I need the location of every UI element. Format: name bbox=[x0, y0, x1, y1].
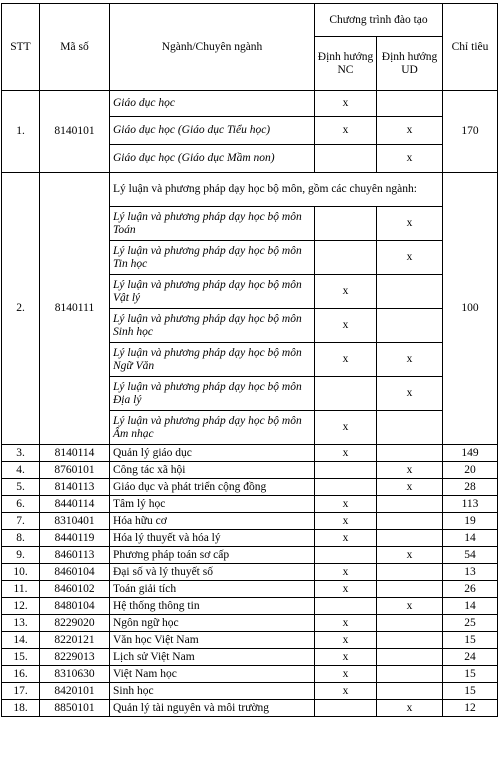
row-code: 8140101 bbox=[40, 91, 110, 173]
row-stt: 9. bbox=[2, 547, 40, 564]
header-major: Ngành/Chuyên ngành bbox=[110, 4, 315, 91]
table-row bbox=[2, 513, 498, 530]
row-nc: x bbox=[315, 615, 377, 632]
row-ud bbox=[377, 632, 443, 649]
row-major: Giáo dục và phát triển cộng đồng bbox=[110, 479, 315, 496]
row-nc bbox=[315, 377, 377, 411]
row-ud bbox=[377, 683, 443, 700]
row-major: Lý luận và phương pháp dạy học bộ môn Tin học bbox=[110, 241, 315, 275]
row-nc bbox=[315, 462, 377, 479]
row-nc bbox=[315, 241, 377, 275]
table-row bbox=[2, 615, 498, 632]
row-major: Đại số và lý thuyết số bbox=[110, 564, 315, 581]
table-row bbox=[2, 547, 498, 564]
row-ud bbox=[377, 530, 443, 547]
row-ud: x bbox=[377, 343, 443, 377]
row-stt: 3. bbox=[2, 445, 40, 462]
row-ud bbox=[377, 411, 443, 445]
row-major: Lý luận và phương pháp dạy học bộ môn Âm nhạc bbox=[110, 411, 315, 445]
row-major: Lịch sử Việt Nam bbox=[110, 649, 315, 666]
row-major: Giáo dục học (Giáo dục Tiểu học) bbox=[110, 117, 315, 145]
row-nc: x bbox=[315, 445, 377, 462]
row-quota: 20 bbox=[443, 462, 498, 479]
row-stt: 13. bbox=[2, 615, 40, 632]
row-ud: x bbox=[377, 207, 443, 241]
row-ud bbox=[377, 445, 443, 462]
header-ud: Định hướng UD bbox=[377, 37, 443, 91]
row-nc: x bbox=[315, 275, 377, 309]
table-row bbox=[2, 700, 498, 717]
row-code: 8229020 bbox=[40, 615, 110, 632]
row-quota: 26 bbox=[443, 581, 498, 598]
row-code: 8440114 bbox=[40, 496, 110, 513]
row-major: Tâm lý học bbox=[110, 496, 315, 513]
row-quota: 14 bbox=[443, 598, 498, 615]
table-row bbox=[2, 598, 498, 615]
table-row bbox=[2, 632, 498, 649]
row-stt: 17. bbox=[2, 683, 40, 700]
row-major: Giáo dục học (Giáo dục Mầm non) bbox=[110, 145, 315, 173]
row-ud bbox=[377, 649, 443, 666]
row-nc bbox=[315, 207, 377, 241]
row-quota: 15 bbox=[443, 632, 498, 649]
row-code: 8480104 bbox=[40, 598, 110, 615]
row-code: 8229013 bbox=[40, 649, 110, 666]
row-quota: 12 bbox=[443, 700, 498, 717]
row-stt: 15. bbox=[2, 649, 40, 666]
row-major: Lý luận và phương pháp dạy học bộ môn Vật lý bbox=[110, 275, 315, 309]
row-ud bbox=[377, 91, 443, 117]
row-ud bbox=[377, 581, 443, 598]
table-row bbox=[2, 479, 498, 496]
row-ud bbox=[377, 564, 443, 581]
row-nc: x bbox=[315, 581, 377, 598]
table-row bbox=[2, 564, 498, 581]
row-ud: x bbox=[377, 598, 443, 615]
group-intro: Lý luận và phương pháp dạy học bộ môn, gồm các chuyên ngành: bbox=[110, 173, 443, 207]
row-stt: 7. bbox=[2, 513, 40, 530]
document-page bbox=[1, 3, 498, 717]
header-code: Mã số bbox=[40, 4, 110, 91]
row-major: Giáo dục học bbox=[110, 91, 315, 117]
row-quota: 13 bbox=[443, 564, 498, 581]
table-row bbox=[2, 496, 498, 513]
row-stt: 2. bbox=[2, 173, 40, 445]
row-major: Quản lý giáo dục bbox=[110, 445, 315, 462]
row-quota: 24 bbox=[443, 649, 498, 666]
table-row bbox=[2, 462, 498, 479]
row-stt: 18. bbox=[2, 700, 40, 717]
row-code: 8460113 bbox=[40, 547, 110, 564]
row-nc: x bbox=[315, 343, 377, 377]
table-row bbox=[2, 581, 498, 598]
row-stt: 12. bbox=[2, 598, 40, 615]
row-ud bbox=[377, 615, 443, 632]
row-quota: 100 bbox=[443, 173, 498, 445]
row-major: Văn học Việt Nam bbox=[110, 632, 315, 649]
row-nc: x bbox=[315, 649, 377, 666]
simple-rows bbox=[2, 445, 498, 717]
row-stt: 4. bbox=[2, 462, 40, 479]
row-code: 8460102 bbox=[40, 581, 110, 598]
row-nc bbox=[315, 547, 377, 564]
row-ud: x bbox=[377, 479, 443, 496]
table-row bbox=[2, 666, 498, 683]
header-nc: Định hướng NC bbox=[315, 37, 377, 91]
row-nc bbox=[315, 479, 377, 496]
table-row bbox=[2, 173, 498, 207]
row-quota: 28 bbox=[443, 479, 498, 496]
row-code: 8220121 bbox=[40, 632, 110, 649]
row-code: 8420101 bbox=[40, 683, 110, 700]
row-code: 8140113 bbox=[40, 479, 110, 496]
row-code: 8460104 bbox=[40, 564, 110, 581]
row-ud bbox=[377, 275, 443, 309]
row-stt: 1. bbox=[2, 91, 40, 173]
row-nc: x bbox=[315, 530, 377, 547]
row-quota: 170 bbox=[443, 91, 498, 173]
row-code: 8440119 bbox=[40, 530, 110, 547]
row-nc bbox=[315, 598, 377, 615]
row-code: 8310630 bbox=[40, 666, 110, 683]
row-quota: 113 bbox=[443, 496, 498, 513]
row-code: 8310401 bbox=[40, 513, 110, 530]
row-nc: x bbox=[315, 309, 377, 343]
row-nc bbox=[315, 700, 377, 717]
row-code: 8850101 bbox=[40, 700, 110, 717]
row-major: Phương pháp toán sơ cấp bbox=[110, 547, 315, 564]
row-ud: x bbox=[377, 241, 443, 275]
row-code: 8760101 bbox=[40, 462, 110, 479]
row-major: Toán giải tích bbox=[110, 581, 315, 598]
row-major: Công tác xã hội bbox=[110, 462, 315, 479]
row-ud bbox=[377, 496, 443, 513]
row-major: Hóa hữu cơ bbox=[110, 513, 315, 530]
row-major: Lý luận và phương pháp dạy học bộ môn Toán bbox=[110, 207, 315, 241]
row-nc: x bbox=[315, 564, 377, 581]
row-ud: x bbox=[377, 377, 443, 411]
row-nc: x bbox=[315, 91, 377, 117]
header-program: Chương trình đào tạo bbox=[315, 4, 443, 37]
row-nc: x bbox=[315, 411, 377, 445]
row-major: Lý luận và phương pháp dạy học bộ môn Sinh học bbox=[110, 309, 315, 343]
row-major: Lý luận và phương pháp dạy học bộ môn Ngữ Văn bbox=[110, 343, 315, 377]
row-ud: x bbox=[377, 462, 443, 479]
row-stt: 5. bbox=[2, 479, 40, 496]
row-stt: 16. bbox=[2, 666, 40, 683]
row-nc: x bbox=[315, 496, 377, 513]
row-ud: x bbox=[377, 117, 443, 145]
table-header bbox=[2, 4, 498, 91]
table-row bbox=[2, 91, 498, 117]
header-quota: Chỉ tiêu bbox=[443, 4, 498, 91]
row-quota: 149 bbox=[443, 445, 498, 462]
row-ud: x bbox=[377, 547, 443, 564]
row-stt: 11. bbox=[2, 581, 40, 598]
row-ud bbox=[377, 666, 443, 683]
row-ud: x bbox=[377, 145, 443, 173]
row-major: Hệ thống thông tin bbox=[110, 598, 315, 615]
row-stt: 6. bbox=[2, 496, 40, 513]
row-major: Quản lý tài nguyên và môi trường bbox=[110, 700, 315, 717]
row-nc: x bbox=[315, 117, 377, 145]
row-stt: 8. bbox=[2, 530, 40, 547]
row-code: 8140111 bbox=[40, 173, 110, 445]
row-ud bbox=[377, 309, 443, 343]
header-stt: STT bbox=[2, 4, 40, 91]
row-major: Ngôn ngữ học bbox=[110, 615, 315, 632]
row-nc: x bbox=[315, 513, 377, 530]
row-quota: 19 bbox=[443, 513, 498, 530]
row-nc: x bbox=[315, 666, 377, 683]
row-stt: 10. bbox=[2, 564, 40, 581]
row-nc: x bbox=[315, 683, 377, 700]
row-quota: 15 bbox=[443, 666, 498, 683]
row-major: Lý luận và phương pháp dạy học bộ môn Địa lý bbox=[110, 377, 315, 411]
admissions-table bbox=[1, 3, 498, 717]
table-row bbox=[2, 445, 498, 462]
table-row bbox=[2, 649, 498, 666]
row-ud: x bbox=[377, 700, 443, 717]
row-stt: 14. bbox=[2, 632, 40, 649]
table-row bbox=[2, 530, 498, 547]
table-row bbox=[2, 683, 498, 700]
row-major: Sinh học bbox=[110, 683, 315, 700]
row-code: 8140114 bbox=[40, 445, 110, 462]
row-ud bbox=[377, 513, 443, 530]
row-quota: 54 bbox=[443, 547, 498, 564]
row-nc: x bbox=[315, 632, 377, 649]
row-major: Hóa lý thuyết và hóa lý bbox=[110, 530, 315, 547]
row-major: Việt Nam học bbox=[110, 666, 315, 683]
row-quota: 15 bbox=[443, 683, 498, 700]
row-quota: 25 bbox=[443, 615, 498, 632]
row-quota: 14 bbox=[443, 530, 498, 547]
row-nc bbox=[315, 145, 377, 173]
